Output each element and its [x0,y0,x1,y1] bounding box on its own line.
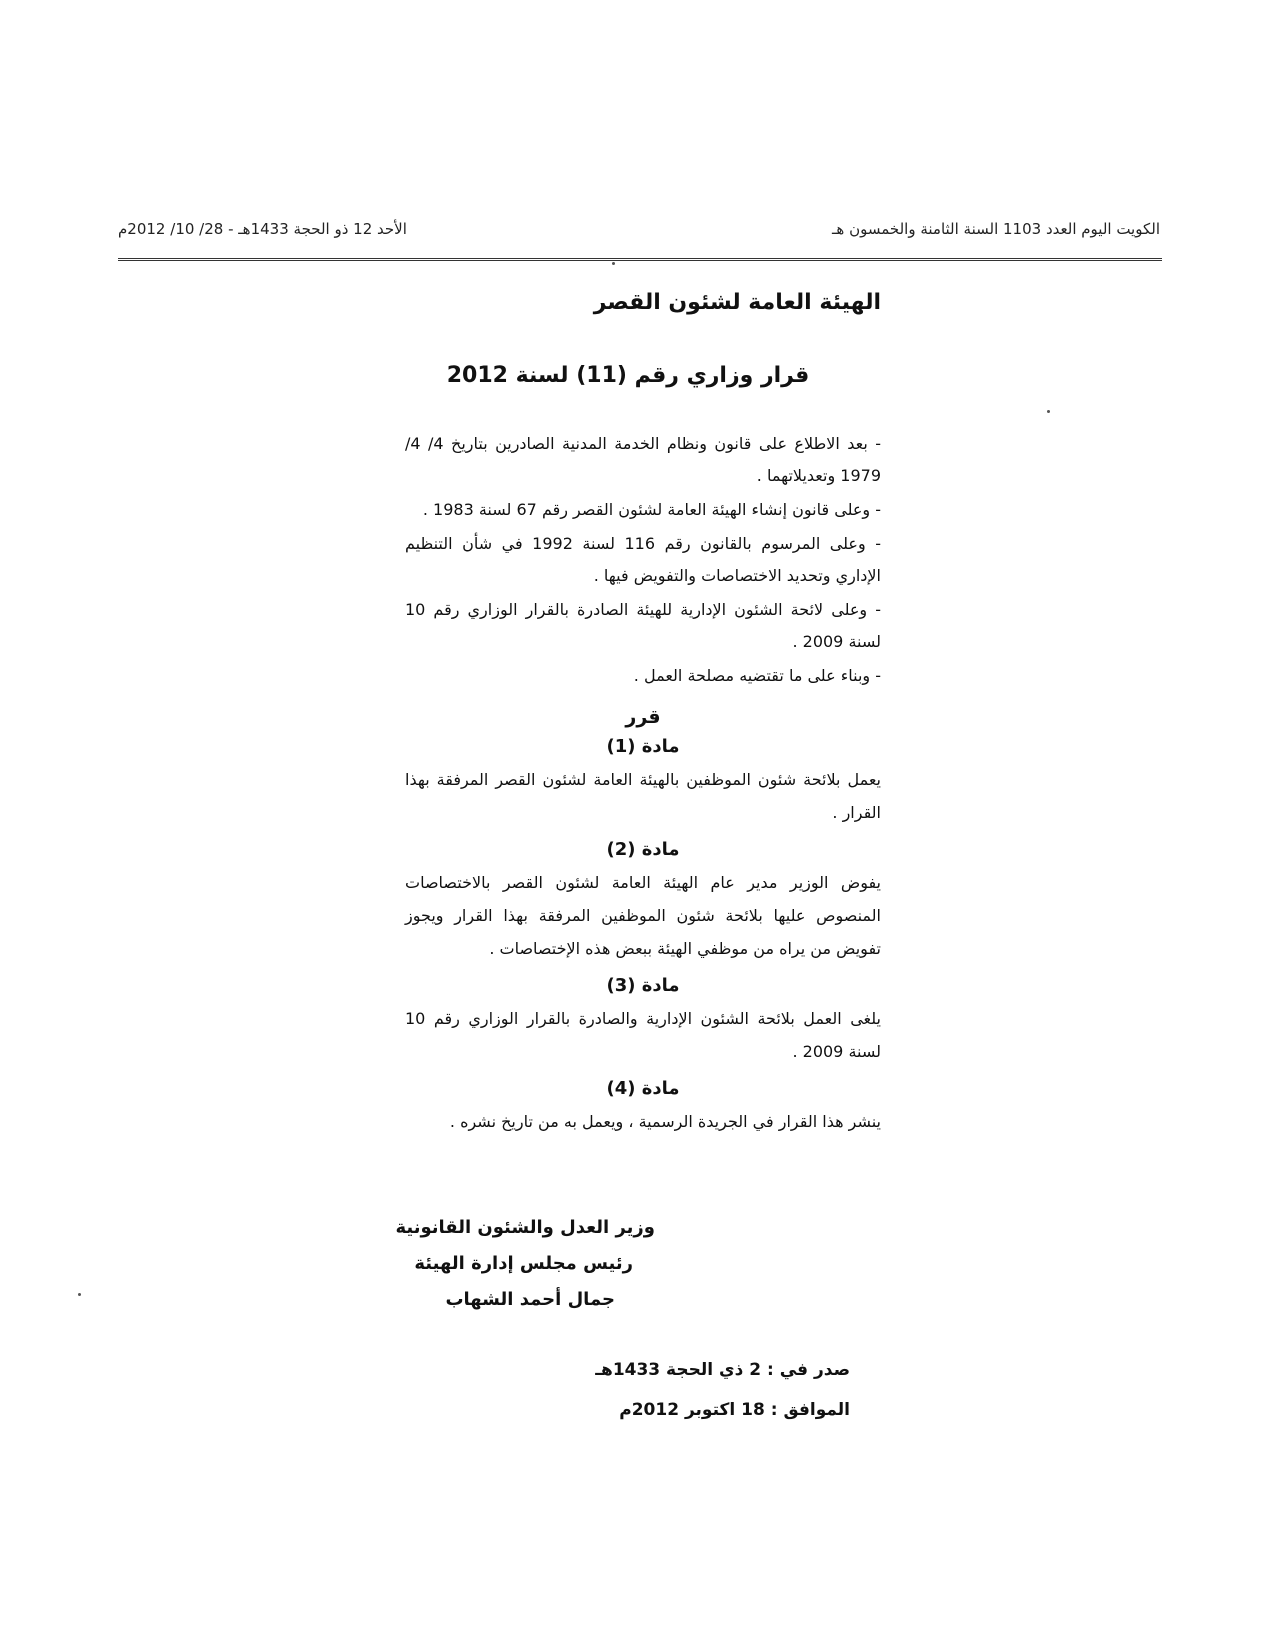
article [405,975,881,1068]
article-heading: مادة (3) [606,975,680,996]
decided-label: قرر [625,706,661,728]
header-publication-info: الكويت اليوم العدد 1103 السنة الثامنة والخمسون هـ [832,220,1160,238]
preamble-item: - وبناء على ما تقتضيه مصلحة العمل . [633,666,881,685]
organization-title: الهيئة العامة لشئون القصر [593,290,881,315]
article-heading: مادة (1) [606,736,680,757]
article [405,736,881,829]
decree-title: قرار وزاري رقم (11) لسنة 2012 [446,363,810,388]
article-heading: مادة (2) [606,839,680,860]
article [405,1078,881,1138]
article-body: ينشر هذا القرار في الجريدة الرسمية ، ويعمل به من تاريخ نشره . [449,1112,881,1131]
preamble-item: - وعلى المرسوم بالقانون رقم 116 لسنة 1992 في شأن التنظيم الإداري وتحديد الاختصاصات والتفويض فيها . [405,534,881,585]
scan-speck [612,262,615,265]
page-header [118,220,1160,248]
issue-date-block [580,1350,850,1430]
header-date: الأحد 12 ذو الحجة 1433هـ - 28/ 10/ 2012م [118,220,407,238]
article-body: يفوض الوزير مدير عام الهيئة العامة لشئون القصر بالاختصاصات المنصوص عليها بلائحة شئون الموظفين المرفقة بهذا القرار ويجوز تفويض من يراه من موظفي الهيئة ببعض هذه الإختصاصات . [405,873,881,958]
article-heading: مادة (4) [606,1078,680,1099]
issue-date-gregorian: الموافق : 18 اكتوبر 2012م [619,1400,850,1420]
signatory-role: رئيس مجلس إدارة الهيئة [414,1253,633,1274]
scan-speck [1047,410,1050,413]
signatory-name: جمال أحمد الشهاب [445,1289,615,1310]
preamble-item: - بعد الاطلاع على قانون ونظام الخدمة المدنية الصادرين بتاريخ 4/ 4/ 1979 وتعديلاتهما . [405,434,881,485]
preamble [405,428,881,692]
issue-date-hijri: صدر في : 2 ذي الحجة 1433هـ [595,1360,850,1380]
header-divider [118,258,1162,261]
article [405,839,881,965]
preamble-item: - وعلى لائحة الشئون الإدارية للهيئة الصادرة بالقرار الوزاري رقم 10 لسنة 2009 . [405,600,881,651]
article-body: يعمل بلائحة شئون الموظفين بالهيئة العامة لشئون القصر المرفقة بهذا القرار . [405,770,881,822]
signature-block [395,1210,655,1318]
preamble-item: - وعلى قانون إنشاء الهيئة العامة لشئون القصر رقم 67 لسنة 1983 . [422,500,881,519]
signatory-title: وزير العدل والشئون القانونية [395,1217,655,1238]
article-body: يلغى العمل بلائحة الشئون الإدارية والصادرة بالقرار الوزاري رقم 10 لسنة 2009 . [405,1009,881,1061]
scan-speck [78,1293,81,1296]
decree-body [405,290,881,1148]
